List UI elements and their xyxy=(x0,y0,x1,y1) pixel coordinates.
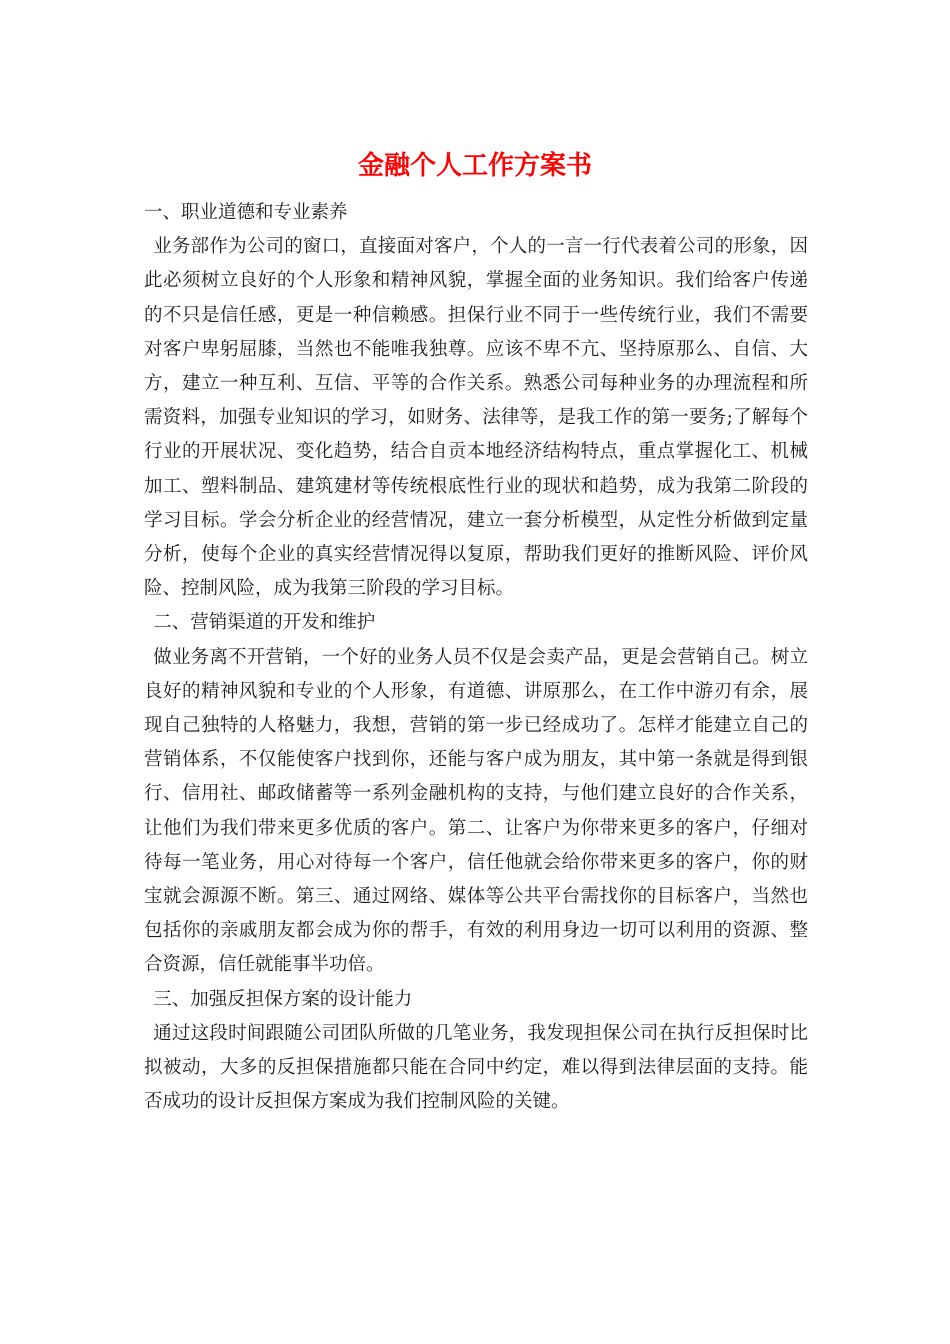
section-paragraph-2: 做业务离不开营销，一个好的业务人员不仅是会卖产品，更是会营销自己。树立良好的精神风貌和专业的个人形象，有道德、讲原那么，在工作中游刃有余，展现自己独特的人格魅力，我想，营销的第一步已经成功了。怎样才能建立自己的营销体系，不仅能使客户找到你，还能与客户成为朋友，其中第一条就是得到银行、信用社、邮政储蓄等一系列金融机构的支持，与他们建立良好的合作关系，让他们为我们带来更多优质的客户。第二、让客户为你带来更多的客户，仔细对待每一笔业务，用心对待每一个客户，信任他就会给你带来更多的客户，你的财宝就会源源不断。第三、通过网络、媒体等公共平台需找你的目标客户，当然也包括你的亲戚朋友都会成为你的帮手，有效的利用身边一切可以利用的资源、整合资源，信任就能事半功倍。 xyxy=(144,646,808,976)
document-body xyxy=(144,196,808,1119)
section-paragraph-1: 业务部作为公司的窗口，直接面对客户，个人的一言一行代表着公司的形象，因此必须树立良好的个人形象和精神风貌，掌握全面的业务知识。我们给客户传递的不只是信任感，更是一种信赖感。担保行业不同于一些传统行业，我们不需要对客户卑躬屈膝，当然也不能唯我独尊。应该不卑不亢、坚持原那么、自信、大方，建立一种互利、互信、平等的合作关系。熟悉公司每种业务的办理流程和所需资料，加强专业知识的学习，如财务、法律等，是我工作的第一要务;了解每个行业的开展状况、变化趋势，结合自贡本地经济结构特点，重点掌握化工、机械加工、塑料制品、建筑建材等传统根底性行业的现状和趋势，成为我第二阶段的学习目标。学会分析企业的经营情况，建立一套分析模型，从定性分析做到定量分析，使每个企业的真实经营情况得以复原，帮助我们更好的推断风险、评价风险、控制风险，成为我第三阶段的学习目标。 xyxy=(144,236,808,600)
section-heading-2: 二、营销渠道的开发和维护 xyxy=(153,612,376,634)
section-paragraph-3: 通过这段时间跟随公司团队所做的几笔业务，我发现担保公司在执行反担保时比拟被动，大多的反担保措施都只能在合同中约定，难以得到法律层面的支持。能否成功的设计反担保方案成为我们控制风险的关键。 xyxy=(144,1022,808,1113)
section-heading-3: 三、加强反担保方案的设计能力 xyxy=(153,988,413,1010)
document-title: 金融个人工作方案书 xyxy=(357,151,592,181)
section-heading-1: 一、职业道德和专业素养 xyxy=(144,202,348,223)
